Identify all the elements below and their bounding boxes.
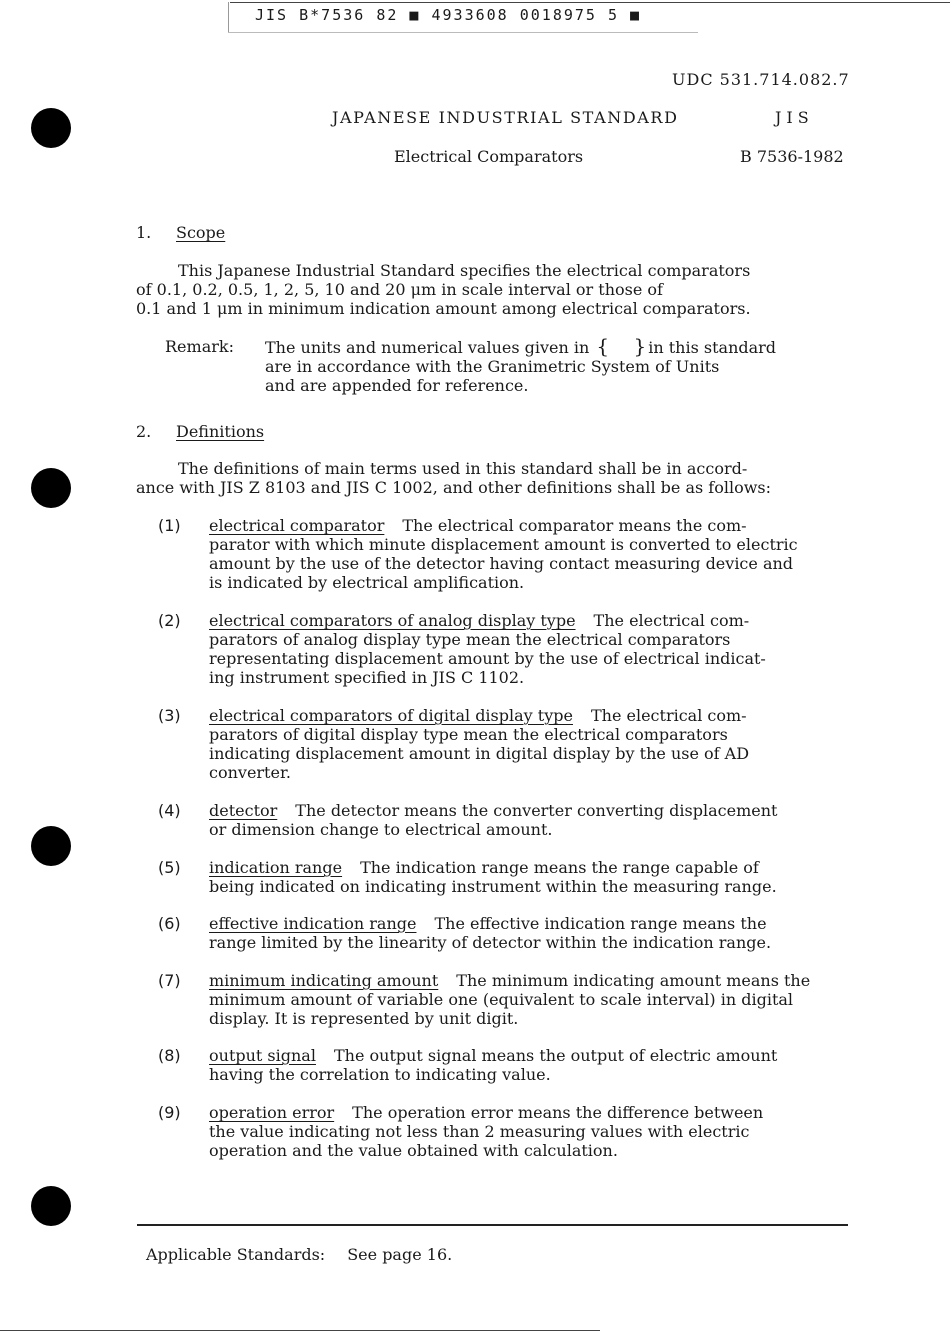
definition-term: operation error (209, 1103, 335, 1122)
footer-value: See page 16. (347, 1245, 453, 1264)
section-title: Scope (176, 223, 226, 242)
header-top-rule (230, 2, 950, 3)
definition-line: is indicated by electrical amplification. (209, 573, 525, 592)
remark-line: and are appended for reference. (265, 376, 529, 395)
definition-body (209, 971, 859, 1028)
definition-line: minimum amount of variable one (equivalent to scale interval) in digital (209, 990, 794, 1009)
definition-body (209, 516, 859, 592)
definition-line: representating displacement amount by the use of electrical indicat- (209, 649, 766, 668)
header-left-tick (228, 2, 229, 32)
document-number: B 7536-1982 (740, 147, 844, 166)
definition-number: (5) (158, 858, 181, 877)
definition-term: effective indication range (209, 914, 417, 933)
definition-term: minimum indicating amount (209, 971, 439, 990)
definition-line: parator with which minute displacement amount is converted to electric (209, 535, 798, 554)
paragraph-line: 0.1 and 1 μm in minimum indication amount among electrical comparators. (136, 299, 751, 318)
jis-label: JIS (775, 108, 814, 127)
footer-label: Applicable Standards: (146, 1245, 326, 1264)
remark-text: The units and numerical values given in (265, 338, 590, 357)
definition-number: (3) (158, 706, 181, 725)
scope-paragraph (136, 261, 852, 318)
definition-number: (4) (158, 801, 181, 820)
punch-hole (31, 108, 71, 148)
definition-text: The indication range means the range capable of (360, 858, 759, 877)
paragraph-line: The definitions of main terms used in this standard shall be in accord- (178, 459, 748, 478)
definition-number: (1) (158, 516, 181, 535)
definition-body (209, 611, 859, 687)
definition-body (209, 914, 859, 952)
definition-body (209, 801, 859, 839)
definition-body (209, 1046, 859, 1084)
definition-number: (7) (158, 971, 181, 990)
definition-term: electrical comparators of analog display type (209, 611, 576, 630)
definition-number: (2) (158, 611, 181, 630)
section-title: Definitions (176, 422, 265, 441)
udc-number: UDC 531.714.082.7 (672, 70, 850, 89)
definition-line: converter. (209, 763, 291, 782)
paragraph-line: ance with JIS Z 8103 and JIS C 1002, and other definitions shall be as follows: (136, 478, 772, 497)
definition-line: amount by the use of the detector having contact measuring device and (209, 554, 794, 573)
definition-line: range limited by the linearity of detector within the indication range. (209, 933, 772, 952)
definition-line: parators of digital display type mean the electrical comparators (209, 725, 728, 744)
definition-number: (9) (158, 1103, 181, 1122)
definition-line: parators of analog display type mean the electrical comparators (209, 630, 731, 649)
definition-text: The minimum indicating amount means the (456, 971, 811, 990)
section-heading-definitions (136, 422, 264, 441)
definition-body (209, 858, 859, 896)
punch-hole (31, 826, 71, 866)
remark-text: in this standard (648, 338, 777, 357)
definition-term: electrical comparators of digital display type (209, 706, 573, 725)
definition-text: The electrical com- (593, 611, 750, 630)
definition-line: display. It is represented by unit digit. (209, 1009, 519, 1028)
definition-term: electrical comparator (209, 516, 385, 535)
remark-line: are in accordance with the Granimetric System of Units (265, 357, 720, 376)
definition-line: operation and the value obtained with calculation. (209, 1141, 618, 1160)
close-brace: } (633, 334, 647, 358)
standard-title: JAPANESE INDUSTRIAL STANDARD (332, 108, 679, 127)
definition-term: indication range (209, 858, 343, 877)
punch-hole (31, 468, 71, 508)
definition-number: (6) (158, 914, 181, 933)
definition-text: The electrical comparator means the com- (402, 516, 747, 535)
definition-body (209, 1103, 859, 1160)
paragraph-line: This Japanese Industrial Standard specifies the electrical comparators (178, 261, 751, 280)
footer-rule (137, 1224, 848, 1226)
definition-line: being indicated on indicating instrument within the measuring range. (209, 877, 777, 896)
open-brace: { (596, 334, 610, 358)
page-bottom-edge (0, 1330, 600, 1331)
remark-line (265, 334, 825, 358)
definition-number: (8) (158, 1046, 181, 1065)
section-number: 1. (136, 223, 152, 242)
document-title: Electrical Comparators (394, 147, 584, 166)
definition-line: or dimension change to electrical amount. (209, 820, 553, 839)
definition-text: The electrical com- (590, 706, 747, 725)
header-code: JIS B*7536 82 ■ 4933608 0018975 5 ■ (255, 6, 642, 24)
paragraph-line: of 0.1, 0.2, 0.5, 1, 2, 5, 10 and 20 μm in scale interval or those of (136, 280, 663, 299)
punch-hole (31, 1186, 71, 1226)
remark-label: Remark: (165, 337, 234, 356)
definition-line: the value indicating not less than 2 measuring values with electric (209, 1122, 750, 1141)
footer-note (146, 1245, 452, 1264)
section-number: 2. (136, 422, 152, 441)
header-bottom-rule (228, 32, 698, 33)
section-heading-scope (136, 223, 225, 242)
definition-term: detector (209, 801, 278, 820)
definitions-intro (136, 459, 852, 497)
definition-body (209, 706, 859, 782)
definition-text: The detector means the converter converting displacement (295, 801, 778, 820)
definition-text: The operation error means the difference between (352, 1103, 764, 1122)
definition-line: indicating displacement amount in digital display by the use of AD (209, 744, 750, 763)
definition-line: ing instrument specified in JIS C 1102. (209, 668, 525, 687)
definition-line: having the correlation to indicating value. (209, 1065, 551, 1084)
definition-text: The output signal means the output of electric amount (333, 1046, 778, 1065)
definition-term: output signal (209, 1046, 316, 1065)
definition-text: The effective indication range means the (434, 914, 767, 933)
remark-body (265, 334, 825, 395)
